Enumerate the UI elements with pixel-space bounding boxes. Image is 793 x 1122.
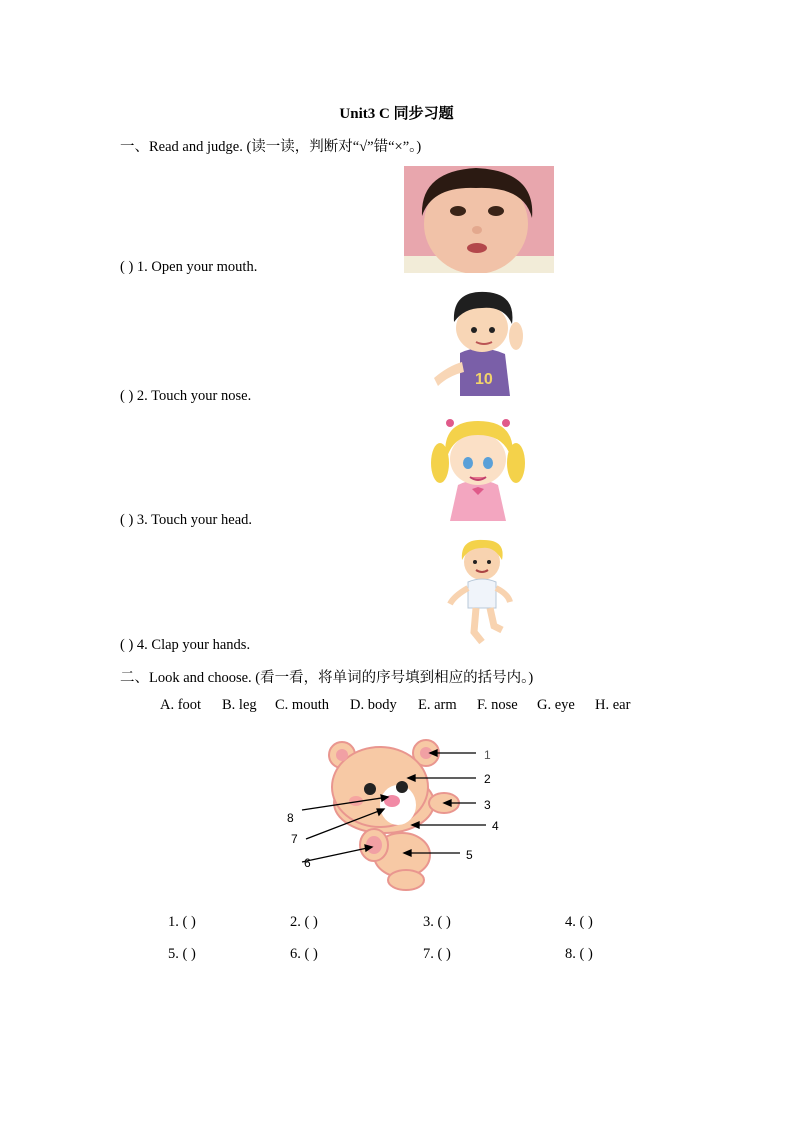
option-b: B. leg	[222, 697, 257, 713]
diagram-label-8: 8	[287, 811, 294, 825]
option-h: H. ear	[595, 697, 631, 713]
option-c: C. mouth	[275, 697, 329, 713]
page-title: Unit3 C 同步习题	[339, 106, 454, 122]
diagram-label-4: 4	[492, 819, 499, 833]
svg-text:10: 10	[475, 371, 493, 388]
judge-item-2: ( ) 2. Touch your nose.	[120, 388, 252, 404]
diagram-label-2: 2	[484, 772, 491, 786]
toddler-photo	[404, 166, 554, 273]
boy-touching-ear-illustration	[430, 288, 530, 400]
option-d: D. body	[350, 697, 397, 713]
diagram-label-7: 7	[291, 832, 298, 846]
diagram-label-5: 5	[466, 848, 473, 862]
diagram-label-3: 3	[484, 798, 491, 812]
judge-item-1: ( ) 1. Open your mouth.	[120, 259, 258, 275]
judge-item-4: ( ) 4. Clap your hands.	[120, 637, 251, 653]
answer-5: 5. ( )	[168, 946, 196, 962]
answer-3: 3. ( )	[423, 914, 451, 930]
answer-7: 7. ( )	[423, 946, 451, 962]
answer-1: 1. ( )	[168, 914, 196, 930]
baby-clapping-illustration	[444, 538, 514, 650]
bear-body-parts-diagram	[280, 735, 510, 895]
answer-4: 4. ( )	[565, 914, 593, 930]
diagram-label-1: 1	[484, 748, 491, 762]
answer-6: 6. ( )	[290, 946, 318, 962]
judge-item-3: ( ) 3. Touch your head.	[120, 512, 253, 528]
answer-2: 2. ( )	[290, 914, 318, 930]
answer-8: 8. ( )	[565, 946, 593, 962]
section1-heading: 一、Read and judge. (读一读，判断对“√”错“×”。)	[120, 139, 422, 155]
section2-heading: 二、Look and choose. (看一看，将单词的序号填到相应的括号内。)	[120, 670, 534, 686]
option-e: E. arm	[418, 697, 457, 713]
option-g: G. eye	[537, 697, 575, 713]
option-a: A. foot	[160, 697, 202, 713]
option-f: F. nose	[477, 697, 518, 713]
girl-touching-head-illustration	[430, 417, 526, 525]
diagram-label-6: 6	[304, 856, 311, 870]
